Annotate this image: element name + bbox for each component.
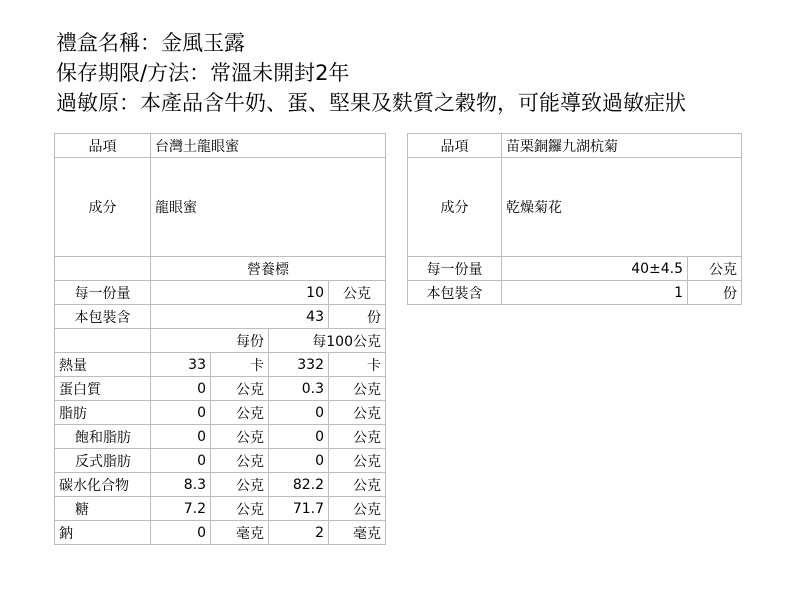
nutrient-per-100g-unit: 公克 — [329, 425, 386, 449]
nutrient-per-serving: 33 — [151, 353, 211, 377]
ingredients-value: 龍眼蜜 — [151, 158, 386, 257]
serving-label: 每一份量 — [55, 281, 151, 305]
serving-value: 10 — [151, 281, 329, 305]
column-header-row — [55, 329, 386, 353]
nutrient-per-serving-unit: 公克 — [211, 401, 269, 425]
gift-box-name: 禮盒名稱：金風玉露 — [56, 31, 245, 55]
nutrient-name: 飽和脂肪 — [55, 425, 151, 449]
per-pack-unit: 份 — [329, 305, 386, 329]
nutrient-per-100g: 0 — [269, 401, 329, 425]
nutrient-per-serving: 0 — [151, 401, 211, 425]
nutrient-per-serving-unit: 公克 — [211, 473, 269, 497]
nutrient-per-100g: 71.7 — [269, 497, 329, 521]
nutrient-per-100g: 332 — [269, 353, 329, 377]
nutrition-title-row — [55, 257, 386, 281]
nutrient-name: 糖 — [55, 497, 151, 521]
nutrient-per-serving: 8.3 — [151, 473, 211, 497]
nutrient-per-serving: 7.2 — [151, 497, 211, 521]
ingredients-label: 成分 — [55, 158, 151, 257]
nutrient-row — [55, 425, 386, 449]
serving-unit: 公克 — [688, 257, 742, 281]
nutrient-name: 鈉 — [55, 521, 151, 545]
nutrient-per-serving-unit: 公克 — [211, 497, 269, 521]
item-label: 品項 — [408, 134, 502, 158]
nutrient-per-100g-unit: 公克 — [329, 449, 386, 473]
nutrient-per-100g: 0 — [269, 449, 329, 473]
per-pack-label: 本包裝含 — [55, 305, 151, 329]
nutrient-name: 蛋白質 — [55, 377, 151, 401]
nutrient-row — [55, 449, 386, 473]
nutrient-row — [55, 353, 386, 377]
nutrient-row — [55, 473, 386, 497]
blank-cell — [55, 329, 151, 353]
blank-cell — [55, 257, 151, 281]
nutrient-row — [55, 377, 386, 401]
ingredients-value: 乾燥菊花 — [502, 158, 742, 257]
ingredients-row — [55, 158, 386, 257]
serving-row — [55, 281, 386, 305]
nutrient-per-serving: 0 — [151, 377, 211, 401]
ingredients-label: 成分 — [408, 158, 502, 257]
nutrient-per-100g-unit: 毫克 — [329, 521, 386, 545]
nutrient-per-100g-unit: 卡 — [329, 353, 386, 377]
serving-row — [408, 257, 742, 281]
nutrient-name: 反式脂肪 — [55, 449, 151, 473]
nutrient-row — [55, 401, 386, 425]
storage-info: 保存期限/方法：常溫未開封2年 — [56, 61, 350, 85]
nutrition-title: 營養標 — [151, 257, 386, 281]
nutrient-name: 脂肪 — [55, 401, 151, 425]
per-pack-value: 1 — [502, 281, 688, 305]
nutrient-row — [55, 521, 386, 545]
nutrient-per-100g-unit: 公克 — [329, 377, 386, 401]
item-value: 苗栗銅鑼九湖杭菊 — [502, 134, 742, 158]
item-label: 品項 — [55, 134, 151, 158]
per-pack-label: 本包裝含 — [408, 281, 502, 305]
per-pack-row — [55, 305, 386, 329]
col-per-100g: 每100公克 — [269, 329, 386, 353]
serving-unit: 公克 — [329, 281, 386, 305]
per-pack-row — [408, 281, 742, 305]
item-row — [55, 134, 386, 158]
nutrient-per-100g-unit: 公克 — [329, 401, 386, 425]
per-pack-unit: 份 — [688, 281, 742, 305]
item-value: 台灣土龍眼蜜 — [151, 134, 386, 158]
nutrient-per-100g: 82.2 — [269, 473, 329, 497]
nutrient-per-serving-unit: 毫克 — [211, 521, 269, 545]
nutrient-per-serving-unit: 公克 — [211, 425, 269, 449]
nutrient-row — [55, 497, 386, 521]
nutrient-per-100g: 2 — [269, 521, 329, 545]
nutrient-name: 熱量 — [55, 353, 151, 377]
chrysanthemum-info-table — [407, 133, 742, 305]
nutrient-per-100g-unit: 公克 — [329, 473, 386, 497]
col-per-serving: 每份 — [151, 329, 269, 353]
header — [56, 28, 686, 118]
item-row — [408, 134, 742, 158]
nutrient-per-serving-unit: 公克 — [211, 449, 269, 473]
nutrient-per-serving-unit: 公克 — [211, 377, 269, 401]
serving-label: 每一份量 — [408, 257, 502, 281]
per-pack-value: 43 — [151, 305, 329, 329]
nutrient-per-serving-unit: 卡 — [211, 353, 269, 377]
nutrient-per-100g-unit: 公克 — [329, 497, 386, 521]
nutrient-per-serving: 0 — [151, 425, 211, 449]
serving-value: 40±4.5 — [502, 257, 688, 281]
nutrient-per-serving: 0 — [151, 449, 211, 473]
nutrient-per-serving: 0 — [151, 521, 211, 545]
ingredients-row — [408, 158, 742, 257]
honey-nutrition-table — [54, 133, 386, 545]
nutrient-per-100g: 0 — [269, 425, 329, 449]
allergen-info: 過敏原：本產品含牛奶、蛋、堅果及麩質之穀物，可能導致過敏症狀 — [56, 91, 686, 115]
nutrient-name: 碳水化合物 — [55, 473, 151, 497]
nutrient-per-100g: 0.3 — [269, 377, 329, 401]
